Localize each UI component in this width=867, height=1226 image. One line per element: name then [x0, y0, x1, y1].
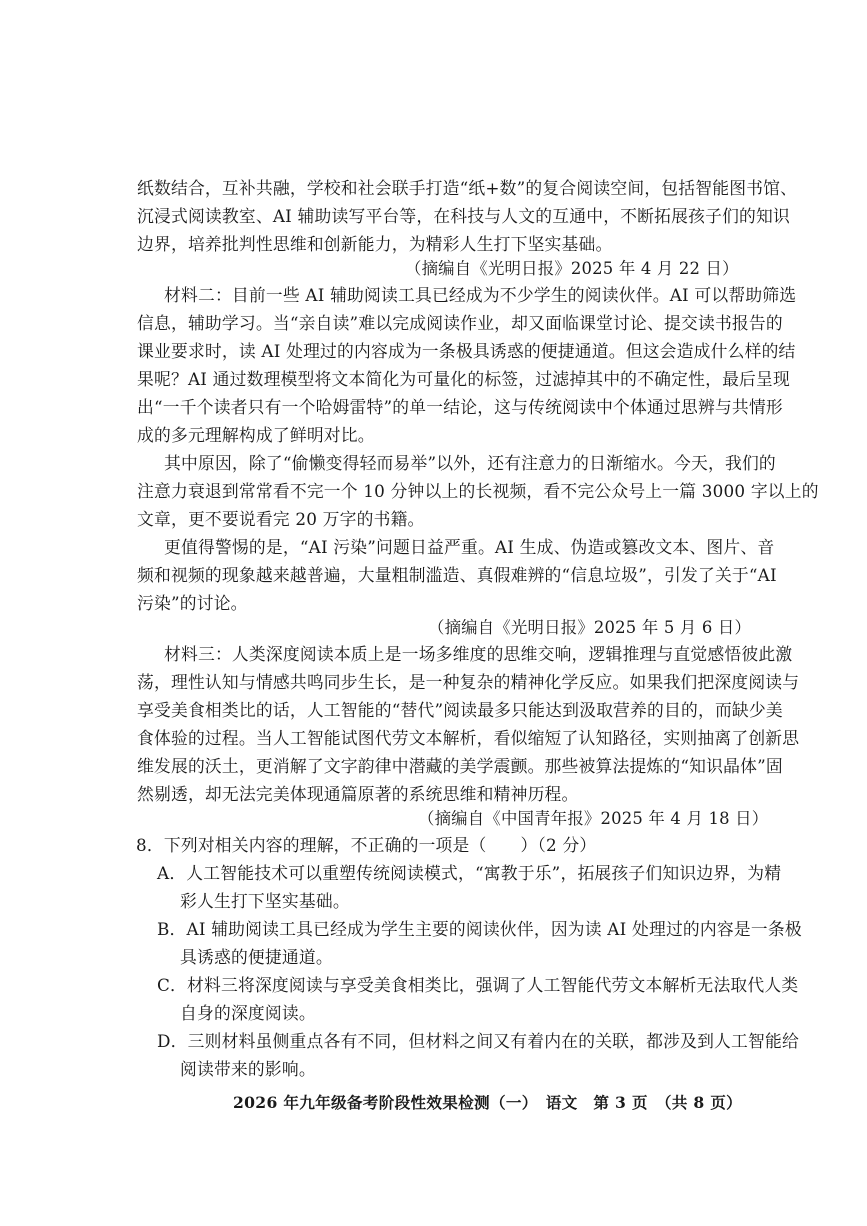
material2-line: 果呢？AI 通过数理模型将文本简化为可量化的标签，过滤掉其中的不确定性，最后呈现 — [137, 369, 790, 389]
page-footer: 2026 年九年级备考阶段性效果检测（一） 语文 第 3 页 （共 8 页） — [233, 1093, 743, 1112]
material1-line: 沉浸式阅读教室、AI 辅助读写平台等，在科技与人文的互通中，不断拓展孩子们的知识 — [137, 206, 790, 226]
option-d-cont: 阅读带来的影响。 — [180, 1059, 316, 1079]
material3-line: 然剔透，却无法完美体现通篇原著的系统思维和精神历程。 — [137, 784, 579, 804]
option-c: C．材料三将深度阅读与享受美食相类比，强调了人工智能代劳文本解析无法取代人类 — [157, 975, 799, 995]
material3-line: 材料三：人类深度阅读本质上是一场多维度的思维交响，逻辑推理与直觉感悟彼此激 — [164, 644, 793, 664]
option-a-cont: 彩人生打下坚实基础。 — [180, 891, 350, 911]
option-d: D．三则材料虽侧重点各有不同，但材料之间又有着内在的关联，都涉及到人工智能给 — [157, 1031, 799, 1051]
material2-line: 污染”的讨论。 — [137, 593, 248, 613]
option-b: B．AI 辅助阅读工具已经成为学生主要的阅读伙伴，因为读 AI 处理过的内容是一条极 — [157, 919, 802, 939]
material3-source: （摘编自《中国青年报》2025 年 4 月 18 日） — [418, 809, 769, 828]
material2-line: 注意力衰退到常常看不完一个 10 分钟以上的长视频，看不完公众号上一篇 3000 字以上的 — [137, 481, 819, 501]
material2-line: 出“一千个读者只有一个哈姆雷特”的单一结论，这与传统阅读中个体通过思辨与共情形 — [137, 397, 783, 417]
option-a: A．人工智能技术可以重塑传统阅读模式，“寓教于乐”，拓展孩子们知识边界，为精 — [157, 863, 782, 883]
material3-line: 食体验的过程。当人工智能试图代劳文本解析，看似缩短了认知路径，实则抽离了创新思 — [137, 728, 800, 748]
material3-line: 维发展的沃土，更消解了文字韵律中潜藏的美学震颤。那些被算法提炼的“知识晶体”固 — [137, 756, 783, 776]
material1-line: 边界，培养批判性思维和创新能力，为精彩人生打下坚实基础。 — [137, 234, 613, 254]
material2-line: 信息，辅助学习。当“亲自读”难以完成阅读作业，却又面临课堂讨论、提交读书报告的 — [137, 313, 783, 333]
material2-line: 成的多元理解构成了鲜明对比。 — [137, 425, 375, 445]
material2-line: 课业要求时，读 AI 处理过的内容成为一条极具诱惑的便捷通道。但这会造成什么样的结 — [137, 341, 796, 361]
material2-line: 频和视频的现象越来越普遍，大量粗制滥造、真假难辨的“信息垃圾”，引发了关于“AI — [137, 565, 777, 585]
material2-line: 其中原因，除了“偷懒变得轻而易举”以外，还有注意力的日渐缩水。今天，我们的 — [164, 453, 776, 473]
material1-line: 纸数结合，互补共融，学校和社会联手打造“纸+数”的复合阅读空间，包括智能图书馆、 — [137, 178, 798, 198]
material2-line: 更值得警惕的是，“AI 污染”问题日益严重。AI 生成、伪造或篡改文本、图片、音 — [164, 537, 775, 557]
material2-line: 材料二：目前一些 AI 辅助阅读工具已经成为不少学生的阅读伙伴。AI 可以帮助筛选 — [164, 285, 797, 305]
option-b-cont: 具诱惑的便捷通道。 — [180, 947, 333, 967]
question-stem: 8．下列对相关内容的理解，不正确的一项是（ ）（2 分） — [136, 835, 597, 855]
material2-source: （摘编自《光明日报》2025 年 5 月 6 日） — [428, 618, 752, 637]
material3-line: 享受美食相类比的话，人工智能的“替代”阅读最多只能达到汲取营养的目的，而缺少美 — [137, 700, 783, 720]
material2-line: 文章，更不要说看完 20 万字的书籍。 — [137, 509, 425, 529]
option-c-cont: 自身的深度阅读。 — [180, 1003, 316, 1023]
material1-source: （摘编自《光明日报》2025 年 4 月 22 日） — [405, 259, 739, 278]
material3-line: 荡，理性认知与情感共鸣同步生长，是一种复杂的精神化学反应。如果我们把深度阅读与 — [137, 672, 800, 692]
